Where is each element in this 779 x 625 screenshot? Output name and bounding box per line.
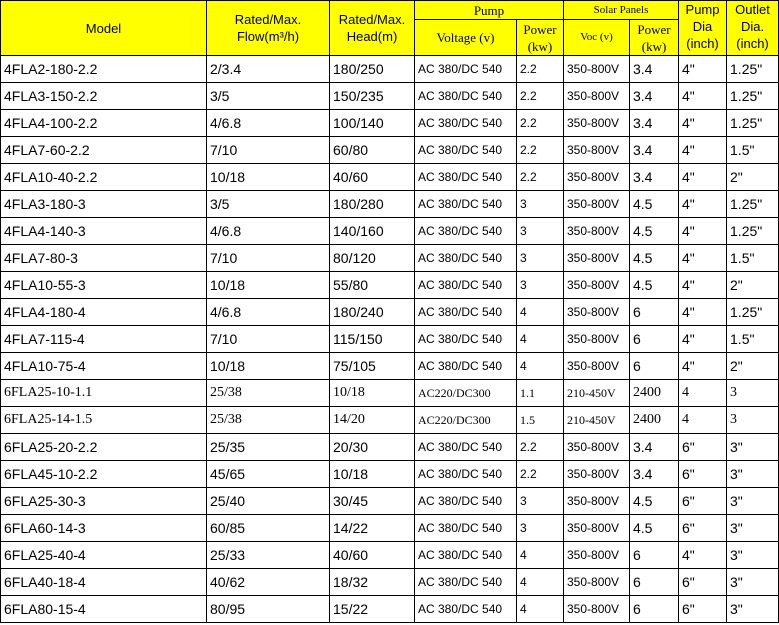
- cell-model: 6FLA40-18-4: [1, 569, 207, 596]
- cell-pump-dia: 6": [679, 515, 727, 542]
- cell-model: 6FLA45-10-2.2: [1, 461, 207, 488]
- cell-pump-dia: 4": [679, 218, 727, 245]
- cell-solar-power: 6: [630, 542, 679, 569]
- cell-voltage: AC 380/DC 540: [415, 596, 517, 623]
- cell-solar-power: 4.5: [630, 515, 679, 542]
- cell-voc: 350-800V: [564, 353, 630, 380]
- cell-solar-power: 2400: [630, 407, 679, 434]
- cell-solar-power: 6: [630, 299, 679, 326]
- cell-head: 80/120: [330, 245, 415, 272]
- cell-voltage: AC 380/DC 540: [415, 83, 517, 110]
- cell-model: 6FLA80-15-4: [1, 596, 207, 623]
- cell-flow: 4/6.8: [207, 110, 330, 137]
- cell-model: 4FLA4-100-2.2: [1, 110, 207, 137]
- cell-voltage: AC 380/DC 540: [415, 218, 517, 245]
- cell-flow: 25/35: [207, 434, 330, 461]
- table-row: [1, 110, 779, 137]
- cell-voc: 350-800V: [564, 299, 630, 326]
- cell-pump-dia: 4": [679, 110, 727, 137]
- cell-pump-dia: 4": [679, 164, 727, 191]
- cell-solar-power: 3.4: [630, 164, 679, 191]
- header-head: Rated/Max. Head(m): [330, 1, 415, 56]
- cell-voc: 350-800V: [564, 191, 630, 218]
- cell-pump-power: 4: [517, 569, 564, 596]
- cell-model: 6FLA60-14-3: [1, 515, 207, 542]
- cell-pump-dia: 6": [679, 434, 727, 461]
- cell-flow: 4/6.8: [207, 218, 330, 245]
- table-row: [1, 218, 779, 245]
- cell-head: 60/80: [330, 137, 415, 164]
- cell-flow: 4/6.8: [207, 299, 330, 326]
- cell-outlet-dia: 2": [727, 272, 779, 299]
- cell-head: 140/160: [330, 218, 415, 245]
- cell-pump-power: 2.2: [517, 56, 564, 83]
- table-row: [1, 245, 779, 272]
- cell-pump-power: 2.2: [517, 137, 564, 164]
- cell-pump-dia: 4": [679, 245, 727, 272]
- cell-pump-dia: 4": [679, 56, 727, 83]
- cell-outlet-dia: 3": [727, 515, 779, 542]
- cell-head: 55/80: [330, 272, 415, 299]
- cell-solar-power: 3.4: [630, 56, 679, 83]
- cell-outlet-dia: 2": [727, 164, 779, 191]
- cell-flow: 2/3.4: [207, 56, 330, 83]
- cell-pump-dia: 4: [679, 407, 727, 434]
- cell-head: 15/22: [330, 596, 415, 623]
- cell-outlet-dia: 2": [727, 353, 779, 380]
- cell-flow: 25/40: [207, 488, 330, 515]
- cell-flow: 7/10: [207, 326, 330, 353]
- table-row: [1, 56, 779, 83]
- cell-outlet-dia: 3: [727, 380, 779, 407]
- cell-outlet-dia: 3": [727, 569, 779, 596]
- cell-model: 4FLA7-115-4: [1, 326, 207, 353]
- cell-voc: 350-800V: [564, 434, 630, 461]
- cell-flow: 80/95: [207, 596, 330, 623]
- cell-voltage: AC 380/DC 540: [415, 434, 517, 461]
- cell-voc: 350-800V: [564, 596, 630, 623]
- cell-voltage: AC 380/DC 540: [415, 569, 517, 596]
- cell-solar-power: 3.4: [630, 110, 679, 137]
- cell-model: 4FLA4-180-4: [1, 299, 207, 326]
- cell-solar-power: 6: [630, 596, 679, 623]
- cell-solar-power: 4.5: [630, 191, 679, 218]
- table-row: [1, 137, 779, 164]
- cell-pump-power: 4: [517, 542, 564, 569]
- cell-pump-dia: 4": [679, 353, 727, 380]
- cell-voltage: AC220/DC300: [415, 407, 517, 434]
- cell-voc: 210-450V: [564, 407, 630, 434]
- cell-voc: 350-800V: [564, 272, 630, 299]
- cell-head: 14/20: [330, 407, 415, 434]
- cell-flow: 60/85: [207, 515, 330, 542]
- cell-model: 6FLA25-14-1.5: [1, 407, 207, 434]
- cell-outlet-dia: 3": [727, 542, 779, 569]
- cell-head: 180/280: [330, 191, 415, 218]
- cell-solar-power: 6: [630, 569, 679, 596]
- header-flow: Rated/Max. Flow(m³/h): [207, 1, 330, 56]
- cell-outlet-dia: 3": [727, 488, 779, 515]
- header-solar-panels-group: Solar Panels: [564, 1, 679, 20]
- cell-voc: 350-800V: [564, 56, 630, 83]
- cell-outlet-dia: 1.5": [727, 137, 779, 164]
- cell-solar-power: 4.5: [630, 245, 679, 272]
- cell-head: 180/240: [330, 299, 415, 326]
- header-pump-dia: Pump Dia (inch): [679, 1, 727, 56]
- table-row: [1, 488, 779, 515]
- table-row: [1, 353, 779, 380]
- cell-outlet-dia: 1.25": [727, 56, 779, 83]
- cell-pump-dia: 6": [679, 569, 727, 596]
- cell-pump-power: 3: [517, 488, 564, 515]
- cell-solar-power: 4.5: [630, 272, 679, 299]
- cell-head: 150/235: [330, 83, 415, 110]
- cell-model: 6FLA25-10-1.1: [1, 380, 207, 407]
- cell-voc: 350-800V: [564, 245, 630, 272]
- cell-pump-dia: 6": [679, 596, 727, 623]
- cell-pump-dia: 6": [679, 488, 727, 515]
- cell-flow: 10/18: [207, 353, 330, 380]
- cell-pump-dia: 4": [679, 83, 727, 110]
- cell-voltage: AC 380/DC 540: [415, 272, 517, 299]
- cell-pump-power: 3: [517, 515, 564, 542]
- table-row: [1, 380, 779, 407]
- table-row: [1, 596, 779, 623]
- cell-voltage: AC 380/DC 540: [415, 461, 517, 488]
- table-body: [1, 56, 779, 623]
- table-row: [1, 569, 779, 596]
- cell-pump-power: 3: [517, 218, 564, 245]
- cell-model: 4FLA4-140-3: [1, 218, 207, 245]
- cell-head: 180/250: [330, 56, 415, 83]
- cell-model: 4FLA10-75-4: [1, 353, 207, 380]
- cell-pump-power: 3: [517, 272, 564, 299]
- cell-voc: 350-800V: [564, 515, 630, 542]
- table-row: [1, 164, 779, 191]
- cell-voltage: AC 380/DC 540: [415, 191, 517, 218]
- header-pump-power: Power (kw): [517, 20, 564, 56]
- cell-model: 4FLA10-40-2.2: [1, 164, 207, 191]
- cell-model: 6FLA25-30-3: [1, 488, 207, 515]
- cell-pump-dia: 6": [679, 461, 727, 488]
- cell-solar-power: 3.4: [630, 137, 679, 164]
- cell-outlet-dia: 3: [727, 407, 779, 434]
- cell-flow: 40/62: [207, 569, 330, 596]
- cell-voltage: AC 380/DC 540: [415, 110, 517, 137]
- table-row: [1, 461, 779, 488]
- cell-model: 4FLA3-180-3: [1, 191, 207, 218]
- cell-head: 20/30: [330, 434, 415, 461]
- table-row: [1, 542, 779, 569]
- cell-outlet-dia: 1.25": [727, 110, 779, 137]
- cell-flow: 25/33: [207, 542, 330, 569]
- cell-model: 4FLA10-55-3: [1, 272, 207, 299]
- cell-head: 10/18: [330, 461, 415, 488]
- cell-voltage: AC 380/DC 540: [415, 164, 517, 191]
- table-row: [1, 299, 779, 326]
- cell-voltage: AC 380/DC 540: [415, 488, 517, 515]
- cell-voc: 350-800V: [564, 461, 630, 488]
- cell-voltage: AC 380/DC 540: [415, 353, 517, 380]
- cell-model: 4FLA7-80-3: [1, 245, 207, 272]
- cell-voltage: AC 380/DC 540: [415, 326, 517, 353]
- cell-pump-power: 4: [517, 596, 564, 623]
- header-solar-power: Power (kw): [630, 20, 679, 56]
- header-model: Model: [1, 1, 207, 56]
- cell-voc: 350-800V: [564, 164, 630, 191]
- cell-solar-power: 3.4: [630, 461, 679, 488]
- cell-pump-power: 4: [517, 326, 564, 353]
- cell-solar-power: 4.5: [630, 218, 679, 245]
- cell-model: 4FLA7-60-2.2: [1, 137, 207, 164]
- cell-head: 40/60: [330, 542, 415, 569]
- cell-flow: 3/5: [207, 83, 330, 110]
- header-outlet-dia: Outlet Dia. (inch): [727, 1, 779, 56]
- table-row: [1, 407, 779, 434]
- cell-voc: 210-450V: [564, 380, 630, 407]
- cell-voc: 350-800V: [564, 488, 630, 515]
- cell-solar-power: 4.5: [630, 488, 679, 515]
- cell-pump-power: 2.2: [517, 164, 564, 191]
- cell-pump-dia: 4": [679, 299, 727, 326]
- cell-pump-power: 2.2: [517, 461, 564, 488]
- table-row: [1, 434, 779, 461]
- cell-flow: 45/65: [207, 461, 330, 488]
- cell-pump-dia: 4": [679, 137, 727, 164]
- cell-head: 18/32: [330, 569, 415, 596]
- cell-voc: 350-800V: [564, 110, 630, 137]
- table-row: [1, 326, 779, 353]
- cell-voc: 350-800V: [564, 569, 630, 596]
- header-voc: Voc (v): [564, 20, 630, 56]
- cell-outlet-dia: 1.5": [727, 326, 779, 353]
- cell-voltage: AC220/DC300: [415, 380, 517, 407]
- cell-head: 40/60: [330, 164, 415, 191]
- cell-head: 115/150: [330, 326, 415, 353]
- cell-pump-dia: 4: [679, 380, 727, 407]
- cell-voc: 350-800V: [564, 137, 630, 164]
- cell-model: 6FLA25-20-2.2: [1, 434, 207, 461]
- cell-head: 30/45: [330, 488, 415, 515]
- cell-flow: 10/18: [207, 164, 330, 191]
- cell-pump-power: 1.5: [517, 407, 564, 434]
- cell-solar-power: 6: [630, 326, 679, 353]
- cell-solar-power: 3.4: [630, 83, 679, 110]
- cell-pump-dia: 4": [679, 326, 727, 353]
- cell-solar-power: 6: [630, 353, 679, 380]
- cell-pump-dia: 4": [679, 272, 727, 299]
- cell-head: 10/18: [330, 380, 415, 407]
- cell-pump-power: 2.2: [517, 110, 564, 137]
- table-row: [1, 83, 779, 110]
- cell-solar-power: 2400: [630, 380, 679, 407]
- cell-voltage: AC 380/DC 540: [415, 515, 517, 542]
- cell-outlet-dia: 1.5": [727, 245, 779, 272]
- table-row: [1, 191, 779, 218]
- cell-voltage: AC 380/DC 540: [415, 245, 517, 272]
- cell-pump-power: 4: [517, 353, 564, 380]
- cell-voltage: AC 380/DC 540: [415, 299, 517, 326]
- cell-voc: 350-800V: [564, 326, 630, 353]
- cell-pump-power: 1.1: [517, 380, 564, 407]
- header-pump-group: Pump: [415, 1, 564, 20]
- cell-voltage: AC 380/DC 540: [415, 542, 517, 569]
- cell-pump-dia: 4": [679, 542, 727, 569]
- cell-solar-power: 3.4: [630, 434, 679, 461]
- cell-head: 14/22: [330, 515, 415, 542]
- cell-voltage: AC 380/DC 540: [415, 137, 517, 164]
- cell-outlet-dia: 3": [727, 434, 779, 461]
- cell-pump-power: 2.2: [517, 434, 564, 461]
- cell-flow: 3/5: [207, 191, 330, 218]
- cell-outlet-dia: 1.25": [727, 83, 779, 110]
- cell-model: 4FLA3-150-2.2: [1, 83, 207, 110]
- cell-voc: 350-800V: [564, 83, 630, 110]
- cell-model: 6FLA25-40-4: [1, 542, 207, 569]
- cell-pump-power: 4: [517, 299, 564, 326]
- cell-head: 100/140: [330, 110, 415, 137]
- cell-outlet-dia: 1.25": [727, 299, 779, 326]
- cell-flow: 7/10: [207, 245, 330, 272]
- cell-head: 75/105: [330, 353, 415, 380]
- cell-outlet-dia: 3": [727, 596, 779, 623]
- cell-outlet-dia: 3": [727, 461, 779, 488]
- cell-flow: 10/18: [207, 272, 330, 299]
- cell-pump-power: 3: [517, 245, 564, 272]
- cell-flow: 7/10: [207, 137, 330, 164]
- table-row: [1, 272, 779, 299]
- cell-voltage: AC 380/DC 540: [415, 56, 517, 83]
- cell-voc: 350-800V: [564, 542, 630, 569]
- cell-pump-dia: 4": [679, 191, 727, 218]
- cell-voc: 350-800V: [564, 218, 630, 245]
- cell-outlet-dia: 1.25": [727, 218, 779, 245]
- cell-pump-power: 3: [517, 191, 564, 218]
- header-voltage: Voltage (v): [415, 20, 517, 56]
- cell-flow: 25/38: [207, 407, 330, 434]
- table-row: [1, 515, 779, 542]
- cell-model: 4FLA2-180-2.2: [1, 56, 207, 83]
- cell-outlet-dia: 1.25": [727, 191, 779, 218]
- cell-flow: 25/38: [207, 380, 330, 407]
- cell-pump-power: 2.2: [517, 83, 564, 110]
